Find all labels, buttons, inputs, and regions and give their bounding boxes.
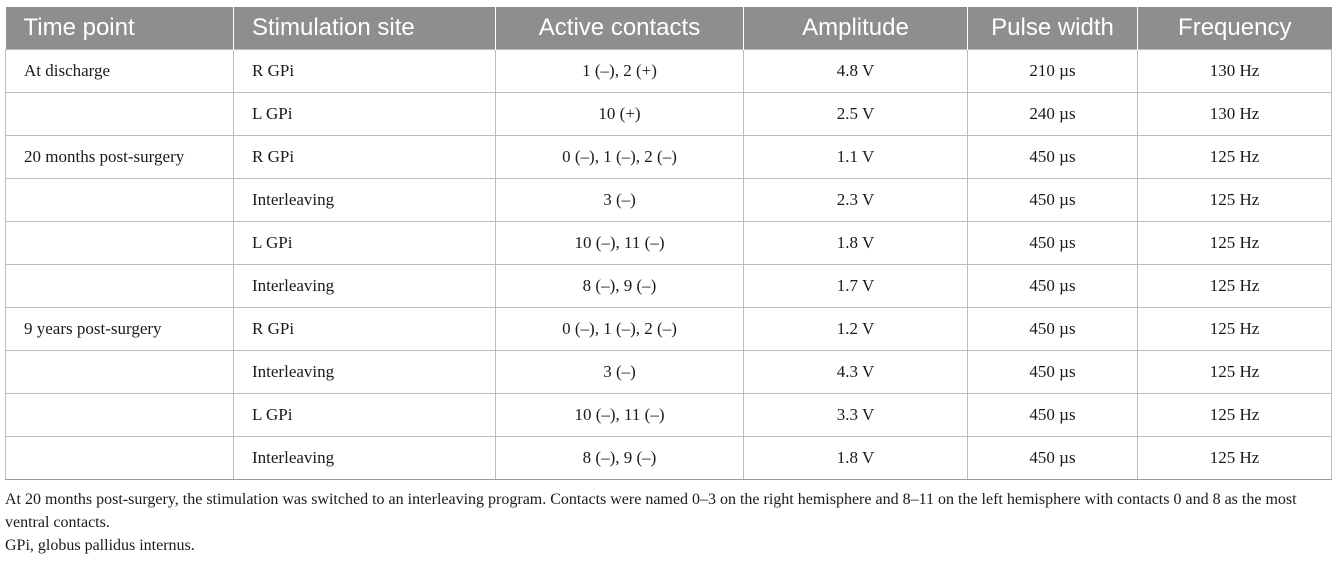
header-time-point: Time point (6, 7, 234, 50)
cell-pulse-width: 240 µs (968, 93, 1138, 136)
cell-time-point: 9 years post-surgery (6, 308, 234, 351)
cell-stimulation-site: Interleaving (234, 179, 496, 222)
table-row (6, 308, 1332, 351)
table-header (6, 7, 1332, 50)
cell-active-contacts: 10 (–), 11 (–) (496, 222, 744, 265)
cell-time-point (6, 351, 234, 394)
cell-frequency: 125 Hz (1138, 136, 1332, 179)
cell-pulse-width: 450 µs (968, 265, 1138, 308)
cell-amplitude: 3.3 V (744, 394, 968, 437)
cell-active-contacts: 0 (–), 1 (–), 2 (–) (496, 136, 744, 179)
cell-active-contacts: 3 (–) (496, 179, 744, 222)
cell-stimulation-site: L GPi (234, 394, 496, 437)
cell-time-point: 20 months post-surgery (6, 136, 234, 179)
cell-amplitude: 4.3 V (744, 351, 968, 394)
cell-amplitude: 1.1 V (744, 136, 968, 179)
table-row (6, 179, 1332, 222)
cell-stimulation-site: Interleaving (234, 265, 496, 308)
stimulation-parameters-table-container (5, 7, 1331, 480)
table-footnotes (5, 488, 1335, 557)
footnote-abbreviation: GPi, globus pallidus internus. (5, 537, 195, 554)
cell-time-point: At discharge (6, 50, 234, 93)
cell-active-contacts: 10 (–), 11 (–) (496, 394, 744, 437)
cell-active-contacts: 1 (–), 2 (+) (496, 50, 744, 93)
cell-pulse-width: 450 µs (968, 308, 1138, 351)
cell-pulse-width: 450 µs (968, 136, 1138, 179)
stimulation-parameters-table (5, 7, 1332, 480)
table-row (6, 222, 1332, 265)
table-row (6, 437, 1332, 480)
cell-pulse-width: 450 µs (968, 222, 1138, 265)
cell-stimulation-site: L GPi (234, 93, 496, 136)
cell-stimulation-site: Interleaving (234, 351, 496, 394)
header-row (6, 7, 1332, 50)
cell-pulse-width: 450 µs (968, 179, 1138, 222)
cell-active-contacts: 8 (–), 9 (–) (496, 265, 744, 308)
cell-pulse-width: 450 µs (968, 394, 1138, 437)
header-frequency: Frequency (1138, 7, 1332, 50)
cell-frequency: 125 Hz (1138, 179, 1332, 222)
header-pulse-width: Pulse width (968, 7, 1138, 50)
table-row (6, 394, 1332, 437)
header-amplitude: Amplitude (744, 7, 968, 50)
cell-frequency: 130 Hz (1138, 93, 1332, 136)
cell-stimulation-site: R GPi (234, 308, 496, 351)
cell-pulse-width: 210 µs (968, 50, 1138, 93)
cell-time-point (6, 179, 234, 222)
table-row (6, 136, 1332, 179)
cell-stimulation-site: Interleaving (234, 437, 496, 480)
footnote-note: At 20 months post-surgery, the stimulation was switched to an interleaving program. Contacts were named 0–3 on the right hemisphere and 8–11 on the left hemisphere with contacts 0 and 8 as the most ventral contacts. (5, 491, 1297, 531)
cell-frequency: 125 Hz (1138, 394, 1332, 437)
cell-stimulation-site: R GPi (234, 50, 496, 93)
cell-amplitude: 1.7 V (744, 265, 968, 308)
cell-amplitude: 1.8 V (744, 222, 968, 265)
cell-frequency: 125 Hz (1138, 308, 1332, 351)
cell-active-contacts: 10 (+) (496, 93, 744, 136)
table-body (6, 50, 1332, 480)
cell-stimulation-site: L GPi (234, 222, 496, 265)
cell-time-point (6, 93, 234, 136)
cell-frequency: 130 Hz (1138, 50, 1332, 93)
cell-time-point (6, 394, 234, 437)
cell-frequency: 125 Hz (1138, 222, 1332, 265)
cell-stimulation-site: R GPi (234, 136, 496, 179)
cell-amplitude: 1.8 V (744, 437, 968, 480)
cell-amplitude: 4.8 V (744, 50, 968, 93)
cell-frequency: 125 Hz (1138, 437, 1332, 480)
cell-time-point (6, 437, 234, 480)
cell-time-point (6, 265, 234, 308)
cell-amplitude: 2.3 V (744, 179, 968, 222)
header-active-contacts: Active contacts (496, 7, 744, 50)
cell-frequency: 125 Hz (1138, 265, 1332, 308)
cell-pulse-width: 450 µs (968, 351, 1138, 394)
cell-pulse-width: 450 µs (968, 437, 1138, 480)
cell-active-contacts: 3 (–) (496, 351, 744, 394)
table-row (6, 265, 1332, 308)
header-stimulation-site: Stimulation site (234, 7, 496, 50)
cell-active-contacts: 0 (–), 1 (–), 2 (–) (496, 308, 744, 351)
table-row (6, 351, 1332, 394)
cell-time-point (6, 222, 234, 265)
cell-frequency: 125 Hz (1138, 351, 1332, 394)
table-row (6, 50, 1332, 93)
table-row (6, 93, 1332, 136)
cell-active-contacts: 8 (–), 9 (–) (496, 437, 744, 480)
cell-amplitude: 2.5 V (744, 93, 968, 136)
cell-amplitude: 1.2 V (744, 308, 968, 351)
